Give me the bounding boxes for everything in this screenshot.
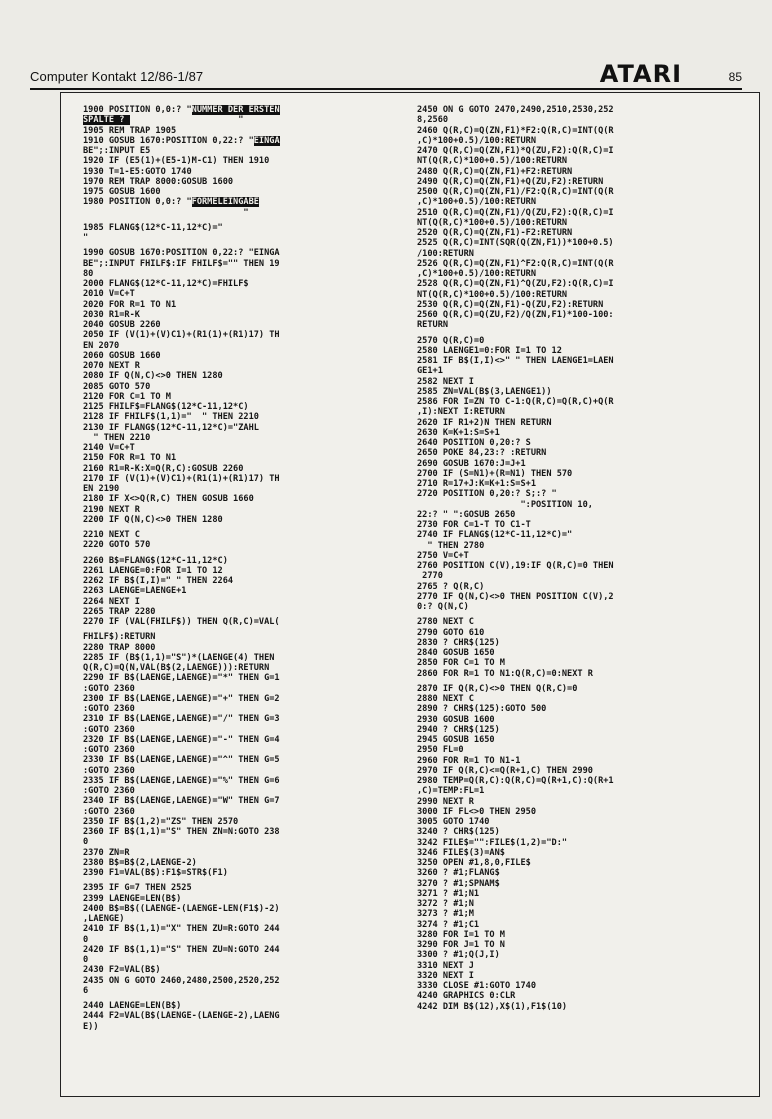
code-line: BE";:INPUT FHILF$:IF FHILF$="" THEN 19 <box>83 258 280 269</box>
code-line: 6 <box>83 985 89 996</box>
code-line: 3280 FOR I=1 TO M <box>417 929 505 940</box>
code-line: 80 <box>83 268 94 279</box>
code-line: 22:? " ":GOSUB 2650 <box>417 509 516 520</box>
code-line: 2860 FOR R=1 TO N1:Q(R,C)=0:NEXT R <box>417 668 593 679</box>
code-line: 2730 FOR C=1-T TO C1-T <box>417 520 531 530</box>
code-line: 0:? Q(N,C) <box>417 602 469 612</box>
code-line: :GOTO 2360 <box>83 683 135 694</box>
code-line: 2440 LAENGE=LEN(B$) <box>83 1001 182 1011</box>
code-line: 2040 GOSUB 2260 <box>83 320 161 330</box>
code-line: 2990 NEXT R <box>417 796 474 807</box>
code-line: 2190 NEXT R <box>83 504 140 515</box>
code-line: 2480 Q(R,C)=Q(ZN,F1)+F2:RETURN <box>417 166 573 177</box>
code-line: 2210 NEXT C <box>83 530 140 540</box>
code-line: 2170 IF (V(1)+(V)C1)+(R1(1)+(R1)17) TH <box>83 473 280 484</box>
page-number: 85 <box>728 70 742 84</box>
code-line: 2840 GOSUB 1650 <box>417 648 495 658</box>
code-line: 1930 T=1-E5:GOTO 1740 <box>83 166 192 177</box>
inverse-text: NUMMER DER ERSTEN <box>191 105 280 115</box>
code-line: EN 2070 <box>83 340 120 351</box>
code-line: 2510 Q(R,C)=Q(ZN,F1)/Q(ZU,F2):Q(R,C)=I <box>417 207 614 218</box>
code-line: 2582 NEXT I <box>417 376 474 387</box>
inverse-text: FORMELEINGABE <box>191 197 259 208</box>
code-line: 1900 POSITION 0,0:? "NUMMER DER ERSTEN <box>83 105 280 115</box>
code-line: " THEN 2780 <box>417 540 485 551</box>
code-line: 2200 IF Q(N,C)<>0 THEN 1280 <box>83 514 223 525</box>
code-line: 2930 GOSUB 1600 <box>417 714 495 725</box>
code-line: 2380 B$=B$(2,LAENGE-2) <box>83 857 197 868</box>
code-line: 2790 GOTO 610 <box>417 627 485 638</box>
code-line: 3250 OPEN #1,8,0,FILE$ <box>417 858 531 868</box>
code-line: 2970 IF Q(R,C)<=Q(R+1,C) THEN 2990 <box>417 765 593 776</box>
code-line: 2280 TRAP 8000 <box>83 642 156 653</box>
code-line: 3005 GOTO 1740 <box>417 817 490 827</box>
code-line: 2880 NEXT C <box>417 694 474 704</box>
listing-column-left <box>83 105 383 1032</box>
code-line: 2390 F1=VAL(B$):F1$=STR$(F1) <box>83 868 228 878</box>
code-line: 2320 IF B$(LAENGE,LAENGE)="-" THEN G=4 <box>83 734 280 745</box>
code-line: 2330 IF B$(LAENGE,LAENGE)="^" THEN G=5 <box>83 755 280 766</box>
code-line: 2710 R=17+J:K=K+1:S=S+1 <box>417 479 536 489</box>
code-line: 2160 R1=R-K:X=Q(R,C):GOSUB 2260 <box>83 463 244 474</box>
code-line: 2261 LAENGE=0:FOR I=1 TO 12 <box>83 565 223 576</box>
code-line: 2335 IF B$(LAENGE,LAENGE)="%" THEN G=6 <box>83 775 280 786</box>
code-line: 0 <box>83 934 89 945</box>
code-line: 2780 NEXT C <box>417 617 474 628</box>
code-line: 1985 FLANG$(12*C-11,12*C)=" <box>83 222 223 233</box>
page-header <box>30 58 742 90</box>
code-line: 3260 ? #1;FLANG$ <box>417 868 500 879</box>
code-line: 3274 ? #1;C1 <box>417 919 480 930</box>
code-line: 2770 <box>417 571 443 582</box>
code-line: 2690 GOSUB 1670:J=J+1 <box>417 458 526 469</box>
code-line: 3330 CLOSE #1:GOTO 1740 <box>417 981 536 991</box>
code-line: 2395 IF G=7 THEN 2525 <box>83 883 192 894</box>
code-line: 2264 NEXT I <box>83 596 140 607</box>
code-line: 2585 ZN=VAL(B$(3,LAENGE1)) <box>417 386 552 397</box>
code-line: 2435 ON G GOTO 2460,2480,2500,2520,252 <box>83 975 280 986</box>
code-line: 3290 FOR J=1 TO N <box>417 940 505 950</box>
code-line: :GOTO 2360 <box>83 786 135 796</box>
code-line: 2262 IF B$(I,I)=" " THEN 2264 <box>83 576 234 586</box>
code-line: 2010 V=C+T <box>83 289 135 300</box>
code-line: 2300 IF B$(LAENGE,LAENGE)="+" THEN G=2 <box>83 693 280 704</box>
code-line: 0 <box>83 955 89 965</box>
code-line: 2050 IF (V(1)+(V)C1)+(R1(1)+(R1)17) TH <box>83 330 280 341</box>
code-line: 2120 FOR C=1 TO M <box>83 391 171 402</box>
inverse-text: SPALTE ? <box>83 115 130 126</box>
code-line: 2130 IF FLANG$(12*C-11,12*C)="ZAHL <box>83 422 259 433</box>
code-line: 3273 ? #1;M <box>417 909 474 920</box>
code-line: 2270 IF (VAL(FHILF$)) THEN Q(R,C)=VAL( <box>83 617 280 627</box>
code-line: E)) <box>83 1021 99 1032</box>
code-line: 2140 V=C+T <box>83 443 135 453</box>
code-line: 2580 LAENGE1=0:FOR I=1 TO 12 <box>417 345 562 356</box>
code-line: 2490 Q(R,C)=Q(ZN,F1)+Q(ZU,F2):RETURN <box>417 176 604 187</box>
code-line: 2460 Q(R,C)=Q(ZN,F1)*F2:Q(R,C)=INT(Q(R <box>417 125 614 136</box>
code-line: 2586 FOR I=ZN TO C-1:Q(R,C)=Q(R,C)+Q(R <box>417 397 614 407</box>
code-line: 3300 ? #1;Q(J,I) <box>417 950 500 961</box>
code-line: 2060 GOSUB 1660 <box>83 350 161 361</box>
code-line: GE1+1 <box>417 366 443 377</box>
code-line: 2263 LAENGE=LAENGE+1 <box>83 586 187 597</box>
code-line: 3000 IF FL<>0 THEN 2950 <box>417 806 536 817</box>
listing-column-right <box>417 105 747 1012</box>
code-line: 2960 FOR R=1 TO N1-1 <box>417 755 521 766</box>
code-line: 2765 ? Q(R,C) <box>417 581 485 592</box>
code-line: 2525 Q(R,C)=INT(SQR(Q(ZN,F1))*100+0.5) <box>417 238 614 249</box>
code-line: 1975 GOSUB 1600 <box>83 187 161 197</box>
code-line: 2830 ? CHR$(125) <box>417 637 500 648</box>
code-line: 8,2560 <box>417 115 449 126</box>
code-line: 3270 ? #1;SPNAM$ <box>417 878 500 889</box>
code-line: ":POSITION 10, <box>417 499 593 510</box>
code-line: " <box>83 233 89 243</box>
code-line: 2430 F2=VAL(B$) <box>83 965 161 976</box>
code-line: 2150 FOR R=1 TO N1 <box>83 453 177 464</box>
code-line: :GOTO 2360 <box>83 806 135 817</box>
code-line: 2410 IF B$(1,1)="X" THEN ZU=R:GOTO 244 <box>83 924 280 935</box>
code-line: Q(R,C)=Q(N,VAL(B$(2,LAENGE))):RETURN <box>83 663 270 673</box>
code-line: 2030 R1=R-K <box>83 309 140 320</box>
code-line: 2581 IF B$(I,I)<>" " THEN LAENGE1=LAEN <box>417 356 614 366</box>
code-line: 2760 POSITION C(V),19:IF Q(R,C)=0 THEN <box>417 561 614 571</box>
code-line: 2444 F2=VAL(B$(LAENGE-(LAENGE-2),LAENG <box>83 1011 280 1022</box>
code-line: 4240 GRAPHICS 0:CLR <box>417 991 516 1002</box>
magazine-issue: Computer Kontakt 12/86-1/87 <box>30 69 204 84</box>
code-line: 3320 NEXT I <box>417 970 474 981</box>
code-line: ,LAENGE) <box>83 914 125 924</box>
code-line: /100:RETURN <box>417 248 474 259</box>
code-line: 2770 IF Q(N,C)<>0 THEN POSITION C(V),2 <box>417 591 614 602</box>
code-line: 2560 Q(R,C)=Q(ZU,F2)/Q(ZN,F1)*100-100: <box>417 310 614 320</box>
code-line: 2980 TEMP=Q(R,C):Q(R,C)=Q(R+1,C):Q(R+1 <box>417 776 614 786</box>
code-line: 2470 Q(R,C)=Q(ZN,F1)*Q(ZU,F2):Q(R,C)=I <box>417 146 614 156</box>
code-line: 2650 POKE 84,23:? :RETURN <box>417 448 547 459</box>
code-line: 2570 Q(R,C)=0 <box>417 335 485 346</box>
code-line: 0 <box>83 837 89 848</box>
code-line: ,I):NEXT I:RETURN <box>417 407 505 418</box>
code-line: 3240 ? CHR$(125) <box>417 827 500 838</box>
code-line: 2265 TRAP 2280 <box>83 606 156 617</box>
code-line: 2500 Q(R,C)=Q(ZN,F1)/F2:Q(R,C)=INT(Q(R <box>417 187 614 197</box>
code-line: 2530 Q(R,C)=Q(ZN,F1)-Q(ZU,F2):RETURN <box>417 299 604 310</box>
code-line: :GOTO 2360 <box>83 745 135 755</box>
code-line: NT(Q(R,C)*100+0.5)/100:RETURN <box>417 156 568 167</box>
code-line: 2340 IF B$(LAENGE,LAENGE)="W" THEN G=7 <box>83 796 280 807</box>
code-line: NT(Q(R,C)*100+0.5)/100:RETURN <box>417 289 568 300</box>
code-line: 2700 IF (S=N1)+(R=N1) THEN 570 <box>417 468 573 479</box>
code-line: 2640 POSITION 0,20:? S <box>417 438 531 448</box>
code-line: :GOTO 2360 <box>83 724 135 735</box>
code-line: 2940 ? CHR$(125) <box>417 724 500 735</box>
code-line: 2125 FHILF$=FLANG$(12*C-11,12*C) <box>83 402 249 412</box>
code-line: 2630 K=K+1:S=S+1 <box>417 427 500 438</box>
code-line: 2528 Q(R,C)=Q(ZN,F1)^Q(ZU,F2):Q(R,C)=I <box>417 279 614 290</box>
code-line: 2399 LAENGE=LEN(B$) <box>83 893 182 904</box>
code-line: 3310 NEXT J <box>417 960 474 971</box>
code-line: 1910 GOSUB 1670:POSITION 0,22:? "EINGA <box>83 135 280 146</box>
code-line: ,C)*100+0.5)/100:RETURN <box>417 197 536 208</box>
code-line: 2350 IF B$(1,2)="ZS" THEN 2570 <box>83 816 239 827</box>
code-line: 2400 B$=B$((LAENGE-(LAENGE-LEN(F1$)-2) <box>83 903 280 914</box>
code-line: 1920 IF (E5(1)+(E5-1)M-C1) THEN 1910 <box>83 156 270 167</box>
code-line: :GOTO 2360 <box>83 765 135 776</box>
header-rule <box>30 88 742 90</box>
code-line: 2220 GOTO 570 <box>83 540 151 551</box>
code-line: ,C)*100+0.5)/100:RETURN <box>417 269 536 279</box>
code-line: RETURN <box>417 320 449 331</box>
code-line: 3242 FILE$="":FILE$(1,2)="D:" <box>417 837 568 848</box>
code-line: 2085 GOTO 570 <box>83 381 151 392</box>
code-line: 2750 V=C+T <box>417 550 469 561</box>
code-line: 2450 ON G GOTO 2470,2490,2510,2530,252 <box>417 105 614 115</box>
code-line: 2370 ZN=R <box>83 847 130 858</box>
section-brand: ATARI <box>599 60 682 88</box>
code-line: 2080 IF Q(N,C)<>0 THEN 1280 <box>83 371 223 382</box>
code-line: 1990 GOSUB 1670:POSITION 0,22:? "EINGA <box>83 248 280 259</box>
inverse-text: EINGA <box>253 135 280 146</box>
code-line: " <box>83 207 249 218</box>
code-line: 2000 FLANG$(12*C-11,12*C)=FHILF$ <box>83 279 249 289</box>
code-line: 3271 ? #1;N1 <box>417 888 480 899</box>
code-line: FHILF$):RETURN <box>83 632 156 643</box>
code-line: 2020 FOR R=1 TO N1 <box>83 299 177 310</box>
code-line: 2740 IF FLANG$(12*C-11,12*C)=" <box>417 530 573 541</box>
code-line: :GOTO 2360 <box>83 704 135 714</box>
code-line: 2285 IF (B$(1,1)="S")*(LAENGE(4) THEN <box>83 652 275 663</box>
code-line: 2870 IF Q(R,C)<>0 THEN Q(R,C)=0 <box>417 683 578 694</box>
code-line: NT(Q(R,C)*100+0.5)/100:RETURN <box>417 217 568 228</box>
code-line: 1905 REM TRAP 1905 <box>83 125 177 136</box>
code-line: 2945 GOSUB 1650 <box>417 735 495 745</box>
code-line: ,C)*100+0.5)/100:RETURN <box>417 135 536 146</box>
code-line: 2290 IF B$(LAENGE,LAENGE)="*" THEN G=1 <box>83 673 280 684</box>
code-line: 2260 B$=FLANG$(12*C-11,12*C) <box>83 555 228 566</box>
code-line: SPALTE ? " <box>83 115 244 126</box>
code-line: " THEN 2210 <box>83 432 151 443</box>
code-line: 2720 POSITION 0,20:? S;:? " <box>417 489 557 500</box>
code-line: BE";:INPUT E5 <box>83 146 151 156</box>
code-line: 2128 IF FHILF$(1,1)=" " THEN 2210 <box>83 412 259 423</box>
code-line: 2310 IF B$(LAENGE,LAENGE)="/" THEN G=3 <box>83 714 280 725</box>
code-line: 2070 NEXT R <box>83 361 140 371</box>
code-line: 1980 POSITION 0,0:? "FORMELEINGABE <box>83 197 259 208</box>
code-line: 2520 Q(R,C)=Q(ZN,F1)-F2:RETURN <box>417 228 573 238</box>
code-line: 3272 ? #1;N <box>417 899 474 909</box>
code-line: ,C)=TEMP:FL=1 <box>417 786 485 797</box>
code-line: 2180 IF X<>Q(R,C) THEN GOSUB 1660 <box>83 494 254 505</box>
code-line: 2620 IF R1+2)N THEN RETURN <box>417 417 552 428</box>
code-line: 2950 FL=0 <box>417 745 464 756</box>
code-line: 2420 IF B$(1,1)="S" THEN ZU=N:GOTO 244 <box>83 944 280 955</box>
code-line: 2526 Q(R,C)=Q(ZN,F1)^F2:Q(R,C)=INT(Q(R <box>417 258 614 269</box>
listing-frame <box>60 92 760 1097</box>
code-line: 4242 DIM B$(12),X$(1),F1$(10) <box>417 1001 568 1012</box>
code-line: 2890 ? CHR$(125):GOTO 500 <box>417 704 547 715</box>
code-line: 2360 IF B$(1,1)="S" THEN ZN=N:GOTO 238 <box>83 827 280 837</box>
code-line: 2850 FOR C=1 TO M <box>417 658 505 669</box>
code-line: 3246 FILE$(3)=AN$ <box>417 847 505 858</box>
code-line: EN 2190 <box>83 484 120 494</box>
code-line: 1970 REM TRAP 8000:GOSUB 1600 <box>83 176 234 187</box>
